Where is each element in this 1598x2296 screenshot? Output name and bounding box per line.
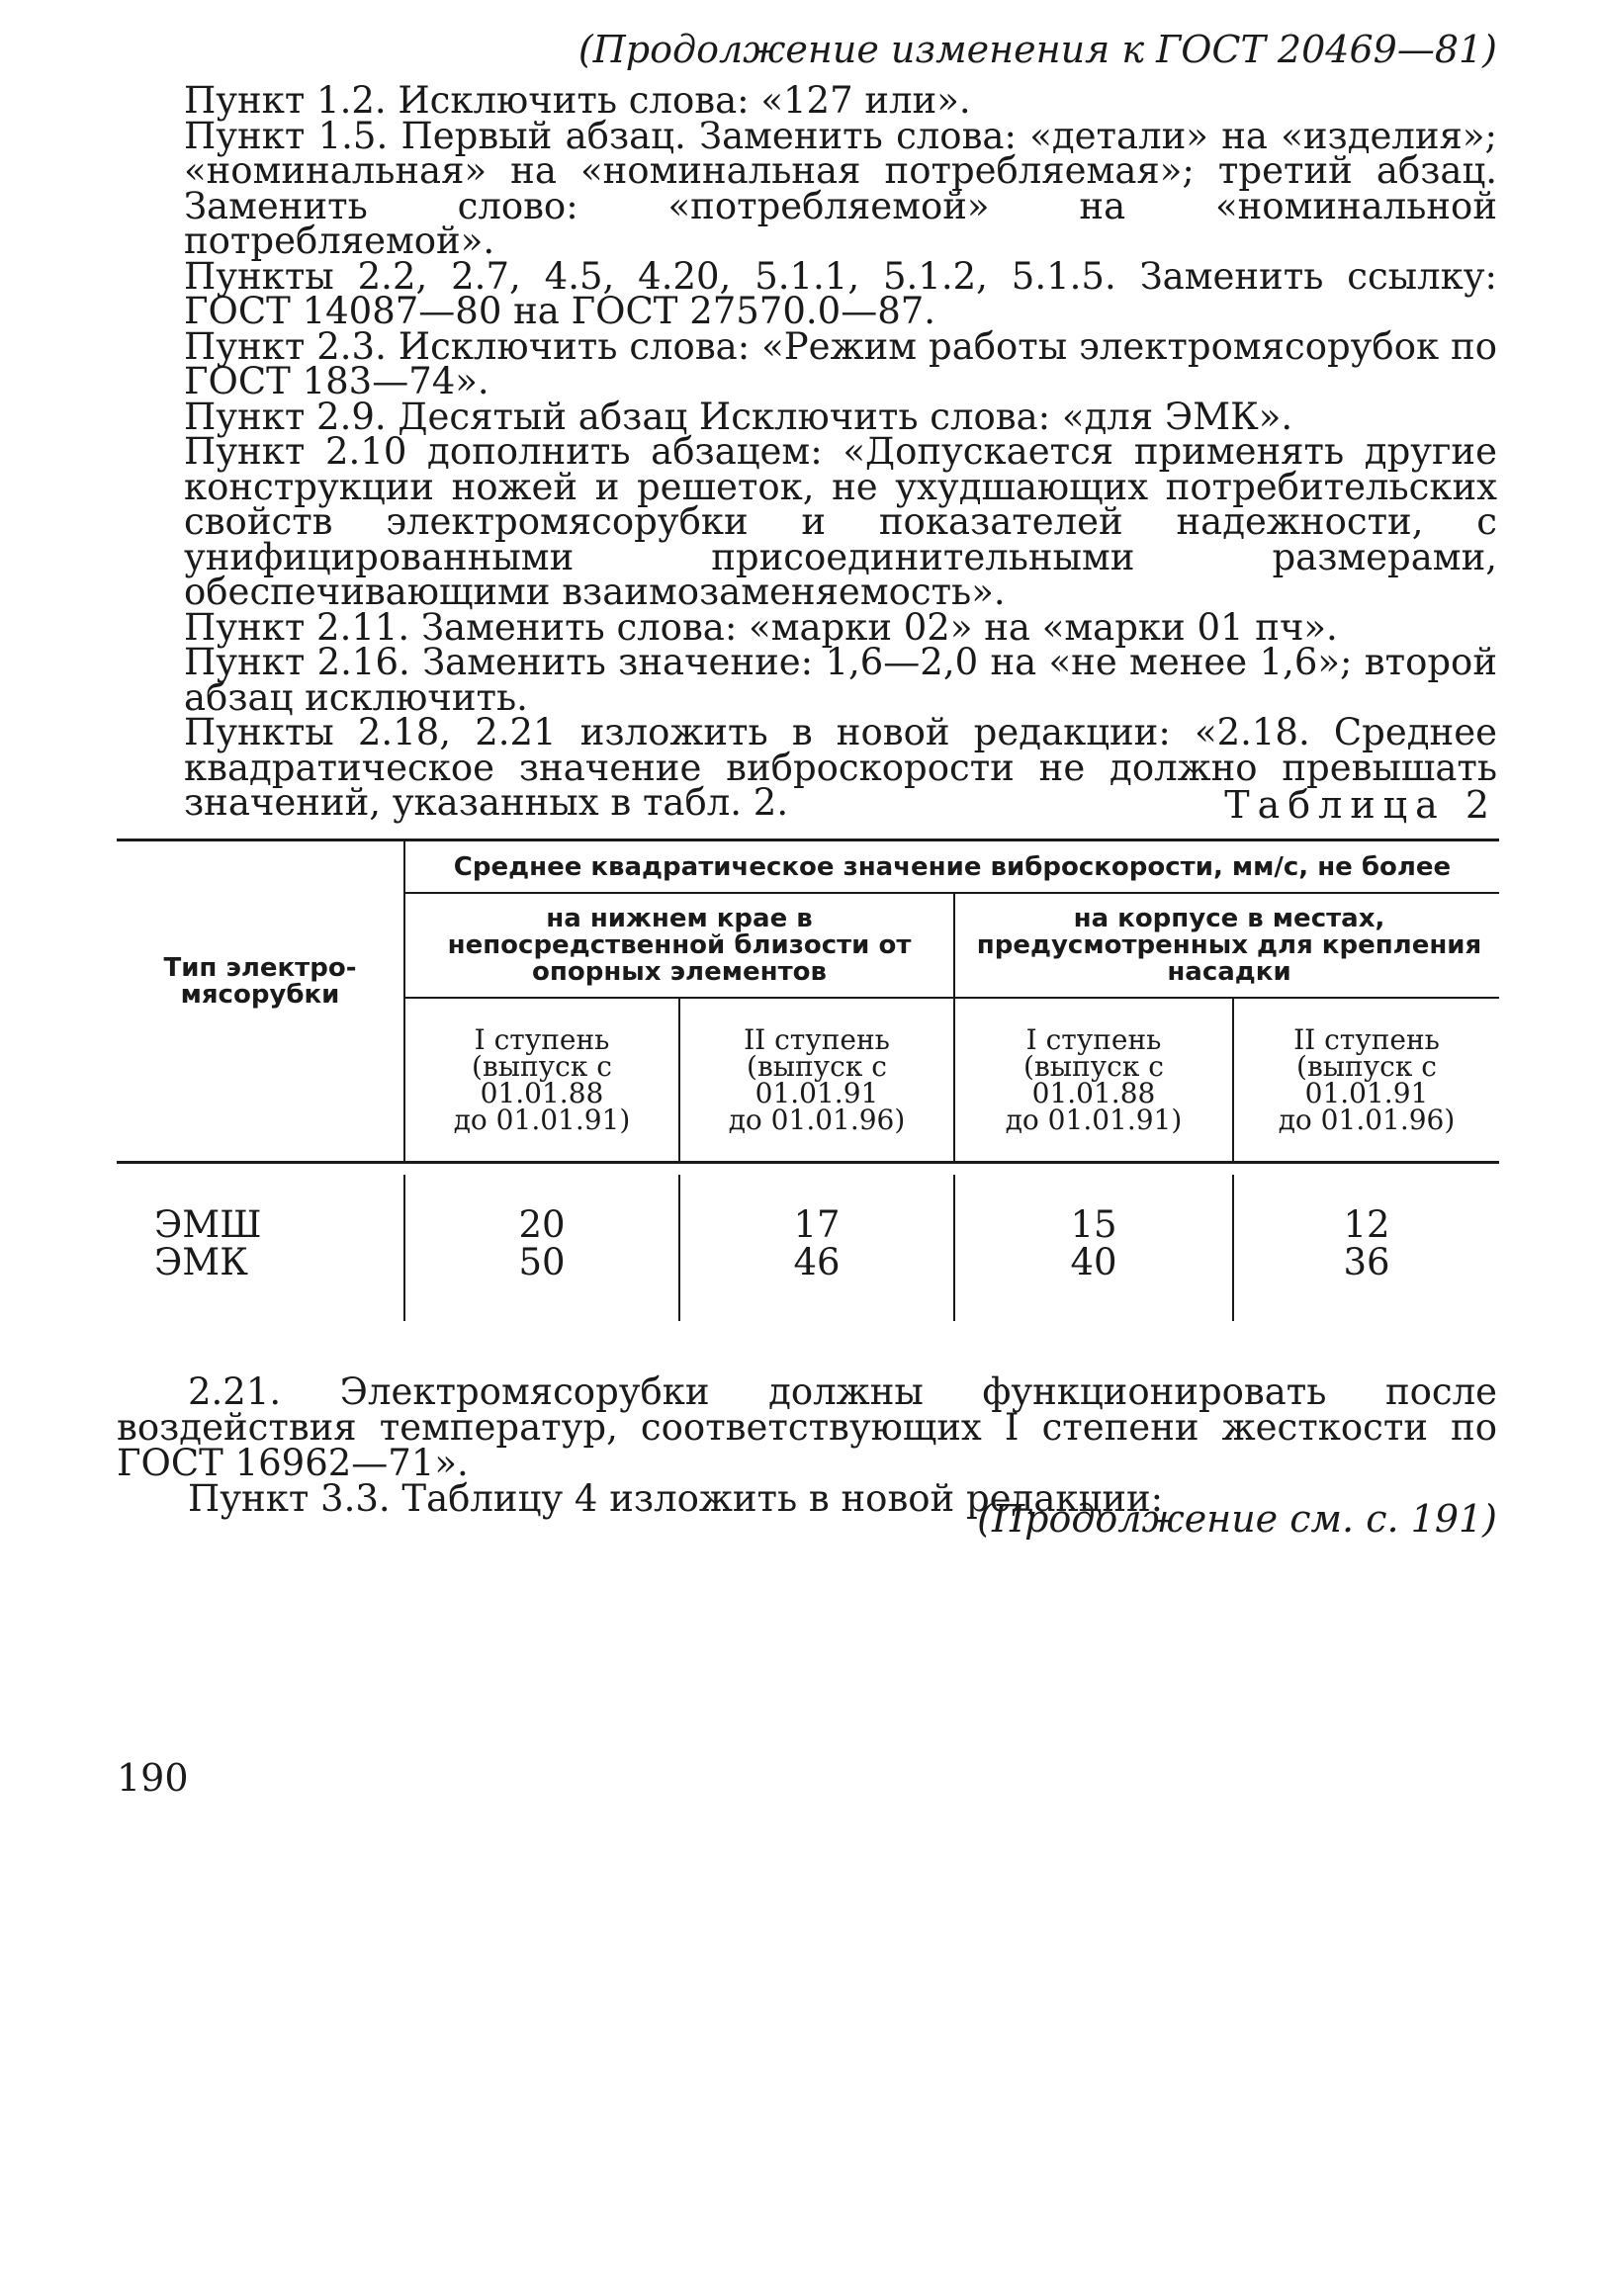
paragraph-3-3: Пункт 3.3. Таблицу 4 изложить в новой редакции: bbox=[188, 1477, 1164, 1520]
running-header: (Продолжение изменения к ГОСТ 20469—81) bbox=[577, 28, 1497, 71]
type-column-header: Тип электро-мясорубки bbox=[163, 953, 357, 1010]
paragraph-1: Пункт 1.2. Исключить слова: «127 или». bbox=[184, 79, 971, 122]
group-header-bottom-edge: на нижнем крае в непосредственной близости от опорных элементов bbox=[447, 903, 912, 987]
table-header-rule bbox=[403, 892, 1499, 894]
table-cell: 46 bbox=[793, 1241, 841, 1283]
paragraph-9: Пункты 2.18, 2.21 изложить в новой редакции: «2.18. Среднее квадратическое значение виброскорости не должно превышать значений, указанных в табл. 2. bbox=[184, 711, 1497, 824]
table-group-rule bbox=[403, 997, 1499, 999]
values-column-1 bbox=[405, 1203, 678, 1283]
table-cell: 17 bbox=[793, 1203, 841, 1246]
table-cell: 12 bbox=[1343, 1203, 1390, 1246]
paragraph-5: Пункт 2.9. Десятый абзац Исключить слова: «для ЭМК». bbox=[184, 395, 1293, 438]
values-column-3 bbox=[955, 1203, 1232, 1283]
paragraph-6: Пункт 2.10 дополнить абзацем: «Допускается применять другие конструкции ножей и решеток, не ухудшающих потребительских свойств электромясорубки и показателей надежности, с унифицированными присоединительными размерами, обеспечивающими взаимозаменяемость». bbox=[184, 430, 1497, 613]
vibration-table bbox=[117, 839, 1499, 1333]
table-cell: 50 bbox=[518, 1241, 566, 1283]
stage-header-1: I ступень (выпуск с 01.01.88 до 01.01.91) bbox=[453, 1023, 631, 1136]
continued-note: (Продолжение см. с. 191) bbox=[977, 1497, 1497, 1541]
table-cell: 20 bbox=[518, 1203, 566, 1246]
paragraph-3: Пункты 2.2, 2.7, 4.5, 4.20, 5.1.1, 5.1.2, 5.1.5. Заменить ссылку: ГОСТ 14087—80 на ГОСТ 27570.0—87. bbox=[184, 254, 1497, 332]
page-number: 190 bbox=[117, 1756, 189, 1800]
main-column-header: Среднее квадратическое значение виброскорости, мм/с, не более bbox=[453, 851, 1452, 882]
paragraph-2-21: 2.21. Электромясорубки должны функционировать после воздействия температур, соответствующих I степени жесткости по ГОСТ 16962—71». bbox=[117, 1370, 1497, 1484]
values-column-2 bbox=[680, 1203, 953, 1283]
paragraph-7: Пункт 2.11. Заменить слова: «марки 02» на «марки 01 пч». bbox=[184, 605, 1338, 649]
table-body-rule bbox=[117, 1161, 1499, 1164]
table-top-rule bbox=[117, 839, 1499, 841]
stage-header-4: II ступень (выпуск с 01.01.91 до 01.01.96) bbox=[1278, 1023, 1456, 1136]
values-column-4 bbox=[1234, 1203, 1499, 1283]
paragraph-4: Пункт 2.3. Исключить слова: «Режим работы электромясорубок по ГОСТ 183—74». bbox=[184, 324, 1497, 402]
stage-header-2: II ступень (выпуск с 01.01.91 до 01.01.96) bbox=[728, 1023, 906, 1136]
stage-header-3: I ступень (выпуск с 01.01.88 до 01.01.91) bbox=[1005, 1023, 1183, 1136]
type-column-values bbox=[154, 1203, 262, 1283]
table-cell: 15 bbox=[1070, 1203, 1117, 1246]
paragraph-8: Пункт 2.16. Заменить значение: 1,6—2,0 на «не менее 1,6»; второй абзац исключить. bbox=[184, 641, 1497, 719]
table-cell: 40 bbox=[1070, 1241, 1117, 1283]
group-header-housing: на корпусе в местах, предусмотренных для крепления насадки bbox=[976, 903, 1482, 987]
table-row-type: ЭМК bbox=[154, 1241, 248, 1283]
amendment-text bbox=[184, 79, 1497, 824]
paragraph-2: Пункт 1.5. Первый абзац. Заменить слова: «детали» на «изделия»; «номинальная» на «номинальная потребляемая»; третий абзац. Заменить слово: «потребляемой» на «номинальной потребляемой». bbox=[184, 114, 1497, 262]
table-caption: Таблица 2 bbox=[1224, 783, 1497, 827]
table-row-type: ЭМШ bbox=[154, 1203, 262, 1246]
table-cell: 36 bbox=[1343, 1241, 1390, 1283]
